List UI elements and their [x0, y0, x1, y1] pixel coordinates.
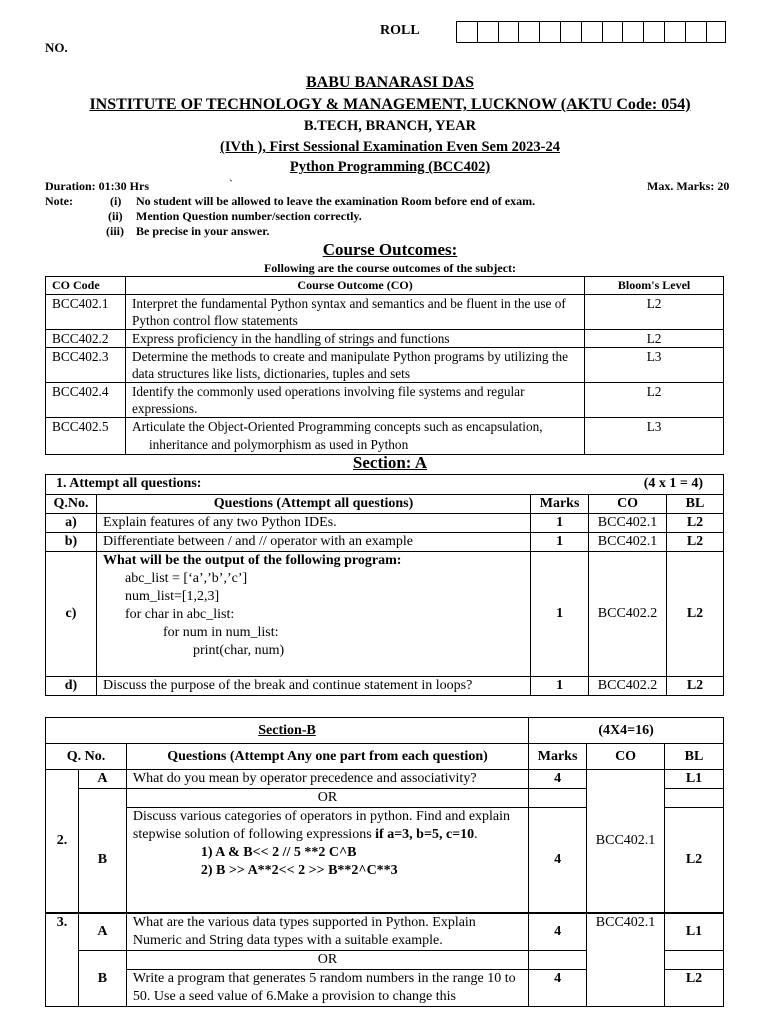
question-co: BCC402.1 [587, 770, 665, 914]
question-text: What are the various data types supported in Python. Explain Numeric and String data types with a suitable example. [126, 913, 528, 951]
section-a-instruction: 1. Attempt all questions: [56, 476, 202, 491]
question-text: Explain features of any two Python IDEs. [96, 514, 530, 533]
question-number: c) [46, 552, 97, 677]
question-marks: 1 [531, 514, 589, 533]
co-description: Express proficiency in the handling of strings and functions [125, 330, 584, 348]
code-line: for num in num_list: [162, 625, 279, 640]
co-level: L3 [585, 418, 724, 455]
question-bl: L2 [667, 514, 724, 533]
co-code: BCC402.5 [46, 418, 126, 455]
roll-digit-box[interactable] [706, 21, 727, 43]
co-level: L3 [585, 348, 724, 383]
table-row [46, 348, 724, 383]
roll-digit-box[interactable] [498, 21, 519, 43]
table-row [46, 533, 724, 552]
note-1-text: No student will be allowed to leave the examination Room before end of exam. [136, 194, 536, 208]
or-separator: OR [126, 789, 528, 808]
question-body: Discuss various categories of operators in python. Find and explain stepwise solution of following expressions [132, 809, 511, 842]
question-part-label: B [78, 808, 126, 914]
or-separator: OR [126, 951, 528, 970]
co-description-line1: Articulate the Object-Oriented Programming concepts such as encapsulation, [131, 419, 543, 434]
table-row [46, 677, 724, 696]
table-row [46, 383, 724, 418]
question-part-label: A [78, 913, 126, 951]
co-description [125, 418, 584, 455]
table-row [46, 514, 724, 533]
table-row [46, 552, 724, 677]
co-level: L2 [585, 383, 724, 418]
qno-header: Q.No. [46, 495, 97, 514]
table-row [46, 418, 724, 455]
duration: Duration: 01:30 Hrs [45, 179, 149, 193]
roll-digit-box[interactable] [456, 21, 477, 43]
bl-header: BL [667, 495, 724, 514]
code-line: for char in abc_list: [124, 607, 235, 622]
question-prompt: What will be the output of the following program: [102, 553, 402, 568]
table-row [46, 913, 724, 951]
question-marks: 1 [531, 552, 589, 677]
program-line: B.TECH, BRANCH, YEAR [303, 118, 477, 134]
exam-title: (IVth ), First Sessional Examination Even Sem 2023-24 [220, 139, 560, 155]
note-1-num: (i) [110, 194, 122, 208]
question-marks: 1 [531, 677, 589, 696]
question-part-label: A [78, 770, 126, 789]
question-bl: L2 [667, 552, 724, 677]
question-number: 3. [46, 913, 79, 1007]
code-line: print(char, num) [192, 643, 285, 658]
note-3-text: Be precise in your answer. [136, 224, 270, 238]
course-outcomes-table [45, 276, 724, 455]
question-number: d) [46, 677, 97, 696]
blooms-level-header: Bloom's Level [585, 277, 724, 295]
note-label: Note: [45, 194, 73, 208]
question-bl: L1 [665, 770, 724, 789]
subject-title: Python Programming (BCC402) [289, 159, 491, 175]
co-code: BCC402.2 [46, 330, 126, 348]
table-row [46, 330, 724, 348]
question-co: BCC402.2 [589, 677, 667, 696]
question-co: BCC402.2 [589, 552, 667, 677]
question-marks: 4 [529, 808, 587, 914]
section-a-heading: Section: A [352, 453, 428, 472]
code-line: abc_list = [‘a’,’b’,’c’] [124, 571, 248, 586]
question-number: 2. [46, 770, 79, 914]
section-b-table [45, 717, 724, 1007]
roll-digit-box[interactable] [560, 21, 581, 43]
roll-digit-box[interactable] [602, 21, 623, 43]
question-co: BCC402.1 [587, 913, 665, 1007]
roll-digit-box[interactable] [518, 21, 539, 43]
question-bold-tail: if a=3, b=5, c=10 [375, 827, 475, 842]
note-2-text: Mention Question number/section correctly. [136, 209, 362, 223]
co-code: BCC402.1 [46, 295, 126, 330]
co-description: Identify the commonly used operations involving file systems and regular expressions. [125, 383, 584, 418]
question-marks: 4 [529, 970, 587, 1007]
bl-header: BL [665, 744, 724, 770]
note-3-num: (iii) [106, 224, 124, 238]
question-bl: L2 [667, 677, 724, 696]
empty-cell [529, 951, 587, 970]
roll-digit-box[interactable] [539, 21, 560, 43]
question-bl: L1 [665, 913, 724, 951]
code-line: num_list=[1,2,3] [124, 589, 220, 604]
questions-header: Questions (Attempt Any one part from each question) [126, 744, 528, 770]
co-code: BCC402.3 [46, 348, 126, 383]
roll-digit-box[interactable] [477, 21, 498, 43]
co-level: L2 [585, 295, 724, 330]
section-a-table [45, 474, 724, 696]
note-2-num: (ii) [108, 209, 123, 223]
roll-digit-box[interactable] [664, 21, 685, 43]
college-name-line1: BABU BANARASI DAS [305, 74, 475, 91]
roll-digit-box[interactable] [685, 21, 706, 43]
question-co: BCC402.1 [589, 533, 667, 552]
empty-cell [78, 789, 126, 808]
max-marks: Max. Marks: 20 [647, 179, 730, 193]
question-co: BCC402.1 [589, 514, 667, 533]
question-marks: 4 [529, 770, 587, 789]
question-number: a) [46, 514, 97, 533]
question-marks: 4 [529, 913, 587, 951]
section-b-heading: Section-B [46, 718, 529, 744]
roll-digit-box[interactable] [622, 21, 643, 43]
questions-header: Questions (Attempt all questions) [96, 495, 530, 514]
qno-header: Q. No. [46, 744, 127, 770]
co-description-line2: inheritance and polymorphism as used in Python [148, 437, 409, 452]
question-text: What do you mean by operator precedence and associativity? [126, 770, 528, 789]
course-outcomes-subheading: Following are the course outcomes of the subject: [263, 261, 517, 275]
question-text: Differentiate between / and // operator with an example [96, 533, 530, 552]
expression-item: 2) B >> A**2<< 2 >> B**2^C**3 [200, 863, 398, 878]
section-b-marks-formula: (4X4=16) [529, 718, 724, 744]
question-marks: 1 [531, 533, 589, 552]
roll-label: ROLL [380, 23, 420, 38]
question-bl: L2 [667, 533, 724, 552]
question-bl: L2 [665, 808, 724, 914]
section-a-marks-formula: (4 x 1 = 4) [643, 476, 703, 491]
roll-digit-box[interactable] [643, 21, 664, 43]
course-outcome-header: Course Outcome (CO) [125, 277, 584, 295]
co-header: CO [587, 744, 665, 770]
question-text: Discuss the purpose of the break and continue statement in loops? [96, 677, 530, 696]
table-row [46, 770, 724, 789]
expression-item: 1) A & B<< 2 // 5 **2 C^B [200, 845, 357, 860]
marks-header: Marks [529, 744, 587, 770]
co-code-header: CO Code [46, 277, 126, 295]
question-text [126, 808, 528, 914]
question-text: Write a program that generates 5 random numbers in the range 10 to 50. Use a seed value of 6.Make a provision to change this [126, 970, 528, 1007]
co-level: L2 [585, 330, 724, 348]
no-label: NO. [45, 40, 68, 55]
empty-cell [529, 789, 587, 808]
college-name-line2: INSTITUTE OF TECHNOLOGY & MANAGEMENT, LUCKNOW (AKTU Code: 054) [89, 96, 691, 113]
question-bl: L2 [665, 970, 724, 1007]
stray-mark: ` [229, 177, 233, 191]
marks-header: Marks [531, 495, 589, 514]
empty-cell [78, 951, 126, 970]
question-text [96, 552, 530, 677]
co-code: BCC402.4 [46, 383, 126, 418]
question-period: . [474, 827, 478, 842]
course-outcomes-heading: Course Outcomes: [322, 240, 458, 259]
roll-digit-box[interactable] [581, 21, 602, 43]
co-description: Determine the methods to create and manipulate Python programs by utilizing the data structures like lists, dictionaries, tuples and sets [125, 348, 584, 383]
empty-cell [665, 951, 724, 970]
question-part-label: B [78, 970, 126, 1007]
empty-cell [665, 789, 724, 808]
question-number: b) [46, 533, 97, 552]
roll-number-boxes[interactable] [456, 21, 726, 43]
table-row [46, 295, 724, 330]
co-header: CO [589, 495, 667, 514]
section-a-instruction-row [46, 475, 724, 495]
co-description: Interpret the fundamental Python syntax and semantics and be fluent in the use of Python control flow statements [125, 295, 584, 330]
